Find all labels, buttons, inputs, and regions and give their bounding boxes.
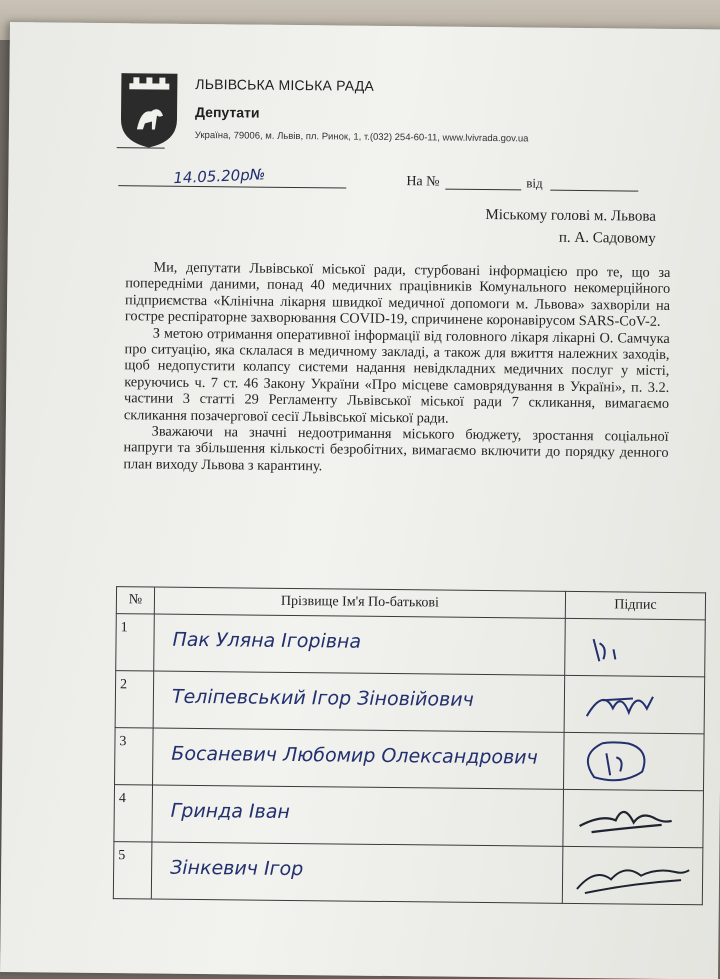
addressee-block: [485, 204, 656, 250]
name-cell: [153, 671, 565, 732]
ref-date-label: від: [526, 175, 543, 191]
letter-document: [0, 22, 720, 979]
body-paragraph-1: Ми, депутати Львівської міської ради, стурбовані інформацією про те, що за попередніми даними, понад 40 медичних працівників Комунального некомерційного підприємства «Клінічна лікарня швидкої медичної допомоги м. Львова» захворіли на гостре респіраторне захворювання COVID-19, спричинене коронавірусом SARS-CoV-2.: [124, 259, 671, 331]
signature-cell: [562, 846, 703, 904]
letter-body: [123, 259, 670, 478]
addressee-line-2: п. А. Садовому: [558, 229, 656, 247]
addressee-line-1: Міському голові м. Львова: [485, 206, 657, 225]
signature-cell: [563, 732, 704, 790]
handwritten-name: Пак Уляна Ігорівна: [172, 628, 362, 653]
row-number: 3: [115, 728, 154, 785]
table-row: [115, 728, 705, 791]
signature-table: [113, 586, 706, 905]
row-number: 1: [116, 614, 155, 671]
date-handwritten: 14.05.20р№: [173, 165, 266, 188]
body-paragraph-3: Зважаючи на значні недоотримання міського бюджету, зростання соціальної напруги та збільшення кількості безробітних, вимагаємо включити до порядку денного план виходу Львова з карантину.: [123, 423, 669, 475]
date-line: [118, 185, 346, 188]
col-name-header: Прізвище Ім'я По-батькові: [154, 587, 565, 618]
name-cell: [151, 842, 563, 903]
name-cell: [153, 728, 565, 789]
handwritten-name: Теліпевський Ігор Зіновійович: [171, 685, 474, 711]
body-paragraph-2: З метою отримання оперативної інформації від головного лікаря лікарні О. Самчука про ситуацію, яка склалася в медичному закладі, а також для вжиття належних заходів, щоб недопустити колапсу системи надання невідкладних медичних послуг у місті, керуючись ч. 7 ст. 46 Закону України «Про місцеве самоврядування в Україні», п. 3.2. частини 3 статті 29 Регламенту Львівської міської ради 7 скликання, вимагаємо скликання позачергової сесії Львівської міської ради.: [123, 325, 670, 427]
signature: [573, 621, 694, 674]
organization-address: Україна, 79006, м. Львів, пл. Ринок, 1, т.(032) 254-60-11, www.lvivrada.gov.ua: [194, 129, 529, 145]
table-row: [114, 785, 704, 848]
signature-cell: [563, 789, 704, 847]
handwritten-name: Босаневич Любомир Олександрович: [171, 742, 538, 769]
row-number: 4: [114, 785, 153, 842]
col-number-header: №: [116, 587, 154, 614]
signature: [573, 678, 704, 731]
ref-number-label: На №: [406, 174, 440, 190]
coat-of-arms-logo: [119, 71, 180, 150]
organization-name: ЛЬВІВСЬКА МІСЬКА РАДА: [195, 75, 375, 94]
organization-subtitle: Депутати: [194, 103, 260, 121]
table-row: [116, 614, 706, 677]
table-row: [115, 671, 705, 734]
handwritten-name: Зінкевич Ігор: [170, 856, 304, 881]
signature: [572, 735, 703, 788]
ref-number-line: [445, 189, 521, 191]
signature: [571, 792, 702, 845]
signature-cell: [565, 618, 706, 676]
name-cell: [152, 785, 564, 846]
ref-date-line: [550, 190, 638, 192]
row-number: 5: [113, 842, 152, 899]
col-signature-header: Підпис: [565, 591, 705, 619]
name-cell: [154, 614, 566, 675]
row-number: 2: [115, 671, 154, 728]
signature: [571, 849, 702, 902]
handwritten-name: Гринда Іван: [170, 799, 290, 823]
signature-cell: [564, 675, 705, 733]
table-row: [113, 842, 703, 905]
